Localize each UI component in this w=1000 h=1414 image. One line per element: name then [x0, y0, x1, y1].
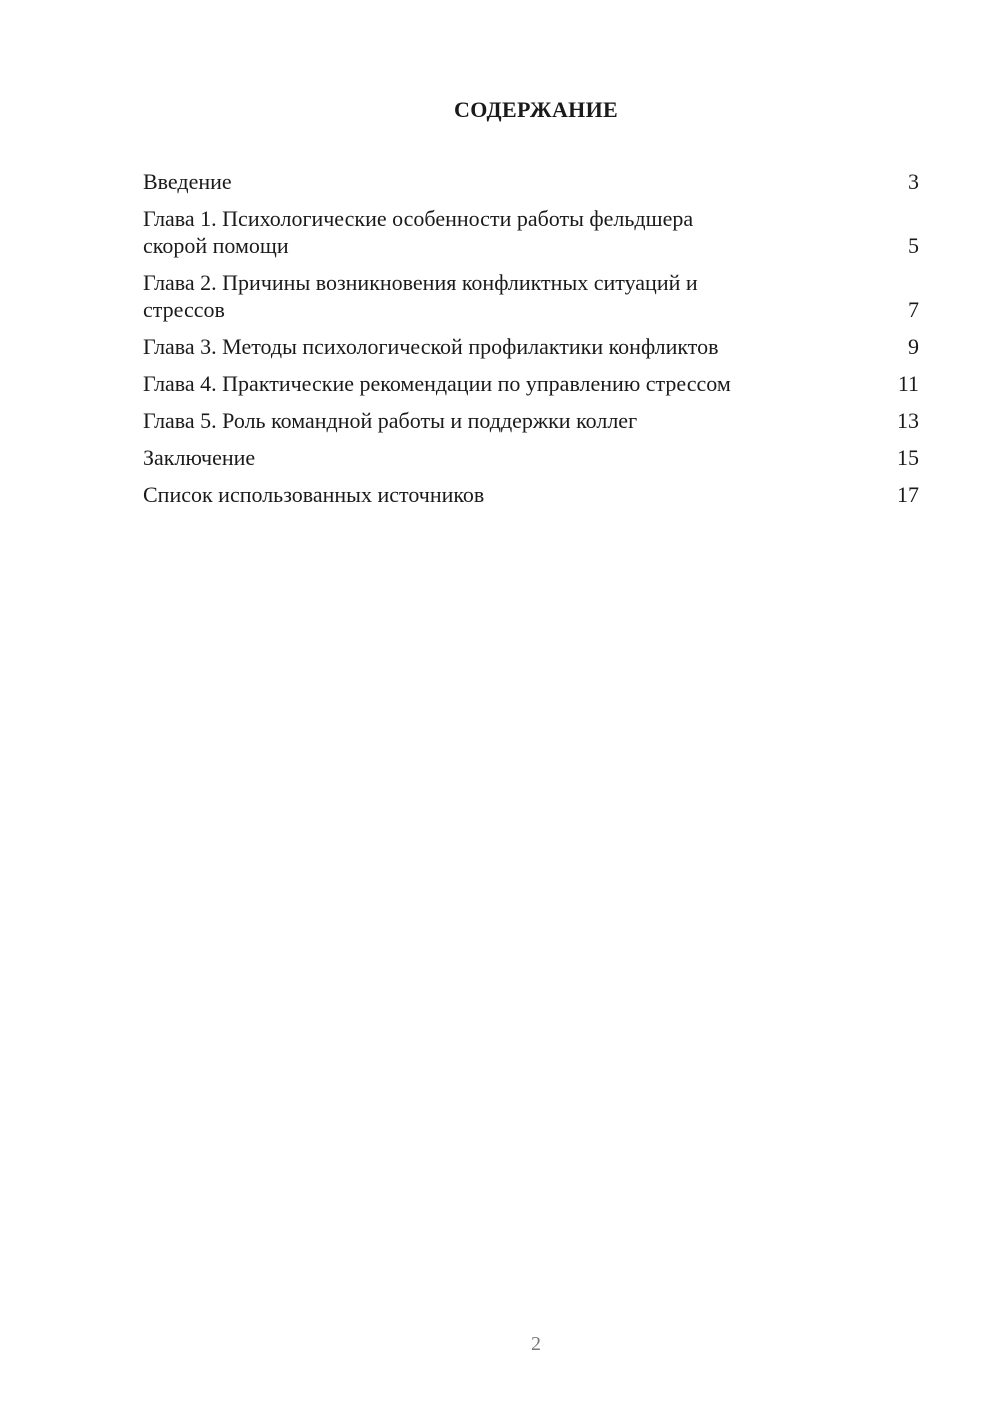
toc-entry-chapter-1	[143, 205, 919, 259]
toc-entry-references	[143, 481, 919, 508]
toc-entry-line: Глава 4. Практические рекомендации по управлению стрессом	[143, 371, 731, 396]
toc-entry-chapter-4	[143, 370, 919, 397]
toc-entry-page: 5	[908, 233, 919, 258]
toc-entry-line: Список использованных источников	[143, 482, 485, 507]
toc-entry-page: 9	[908, 334, 919, 359]
toc-entry-text	[143, 444, 895, 471]
toc-title: СОДЕРЖАНИЕ	[454, 97, 618, 122]
toc-entry-text	[143, 269, 895, 323]
toc-entry-page: 13	[897, 408, 919, 433]
toc-entry-chapter-3	[143, 333, 919, 360]
toc-entry-page: 3	[908, 169, 919, 194]
toc-entry-text	[143, 205, 895, 259]
toc-entry-text	[143, 370, 895, 397]
toc-entry-page: 11	[897, 371, 919, 396]
toc-entry-text	[143, 168, 895, 195]
toc-entry-page: 7	[908, 297, 919, 322]
page-number: 2	[531, 1333, 541, 1355]
toc-entry-line: стрессов	[143, 297, 225, 322]
table-of-contents	[143, 168, 919, 518]
toc-entry-chapter-2	[143, 269, 919, 323]
toc-entry-text	[143, 333, 895, 360]
toc-entry-line: Глава 1. Психологические особенности работы фельдшера	[143, 206, 694, 231]
toc-entry-line: скорой помощи	[143, 233, 289, 258]
toc-entry-introduction	[143, 168, 919, 195]
toc-entry-page: 15	[897, 445, 919, 470]
toc-entry-line: Введение	[143, 169, 232, 194]
toc-entry-conclusion	[143, 444, 919, 471]
toc-entry-line: Заключение	[143, 445, 256, 470]
toc-entry-line: Глава 5. Роль командной работы и поддержки коллег	[143, 408, 638, 433]
toc-entry-text	[143, 481, 895, 508]
toc-entry-text	[143, 407, 895, 434]
toc-entry-page: 17	[897, 482, 919, 507]
toc-entry-line: Глава 2. Причины возникновения конфликтных ситуаций и	[143, 270, 698, 295]
toc-entry-line: Глава 3. Методы психологической профилактики конфликтов	[143, 334, 719, 359]
toc-entry-chapter-5	[143, 407, 919, 434]
